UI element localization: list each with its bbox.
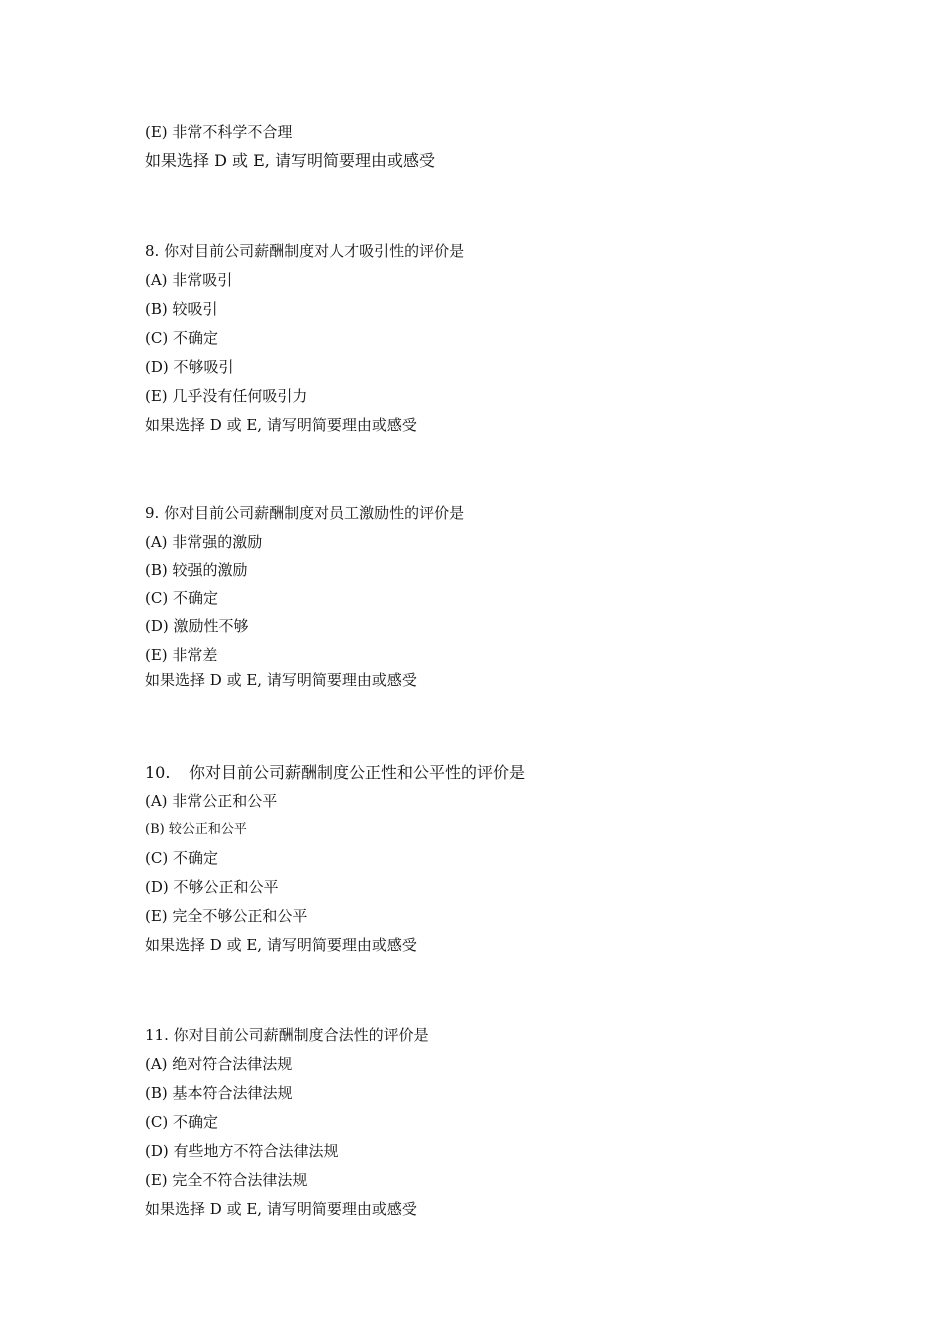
- q10-option-d: (D) 不够公正和公平: [145, 878, 279, 896]
- q10-title-text: 你对目前公司薪酬制度公正性和公平性的评价是: [189, 763, 526, 782]
- q9-option-c: (C) 不确定: [145, 589, 218, 607]
- q11-title: 11. 你对目前公司薪酬制度合法性的评价是: [145, 1026, 429, 1044]
- q11-option-c: (C) 不确定: [145, 1113, 218, 1131]
- q11-option-e: (E) 完全不符合法律法规: [145, 1171, 308, 1189]
- q10-followup: 如果选择 D 或 E, 请写明简要理由或感受: [145, 936, 417, 954]
- q7-followup: 如果选择 D 或 E, 请写明简要理由或感受: [145, 151, 435, 170]
- q11-followup: 如果选择 D 或 E, 请写明简要理由或感受: [145, 1200, 417, 1218]
- q8-title: 8. 你对目前公司薪酬制度对人才吸引性的评价是: [145, 242, 465, 260]
- q10-option-a: (A) 非常公正和公平: [145, 792, 278, 810]
- q8-option-b: (B) 较吸引: [145, 300, 218, 318]
- q10-option-b: (B) 较公正和公平: [145, 822, 247, 837]
- q8-option-c: (C) 不确定: [145, 329, 218, 347]
- q8-option-a: (A) 非常吸引: [145, 271, 233, 289]
- q8-option-d: (D) 不够吸引: [145, 358, 234, 376]
- q11-option-b: (B) 基本符合法律法规: [145, 1084, 293, 1102]
- q9-option-a: (A) 非常强的激励: [145, 533, 263, 551]
- q9-option-e: (E) 非常差: [145, 646, 218, 664]
- q10-number: 10.: [145, 763, 171, 782]
- q11-option-a: (A) 绝对符合法律法规: [145, 1055, 293, 1073]
- q8-option-e: (E) 几乎没有任何吸引力: [145, 387, 308, 405]
- q10-title: [145, 762, 525, 784]
- q10-option-c: (C) 不确定: [145, 849, 218, 867]
- q9-option-b: (B) 较强的激励: [145, 561, 248, 579]
- q9-option-d: (D) 激励性不够: [145, 617, 249, 635]
- q8-followup: 如果选择 D 或 E, 请写明简要理由或感受: [145, 416, 417, 434]
- q9-title: 9. 你对目前公司薪酬制度对员工激励性的评价是: [145, 504, 465, 522]
- q11-option-d: (D) 有些地方不符合法律法规: [145, 1142, 339, 1160]
- q9-followup: 如果选择 D 或 E, 请写明简要理由或感受: [145, 671, 417, 689]
- q7-option-e: (E) 非常不科学不合理: [145, 123, 293, 141]
- q10-option-e: (E) 完全不够公正和公平: [145, 907, 308, 925]
